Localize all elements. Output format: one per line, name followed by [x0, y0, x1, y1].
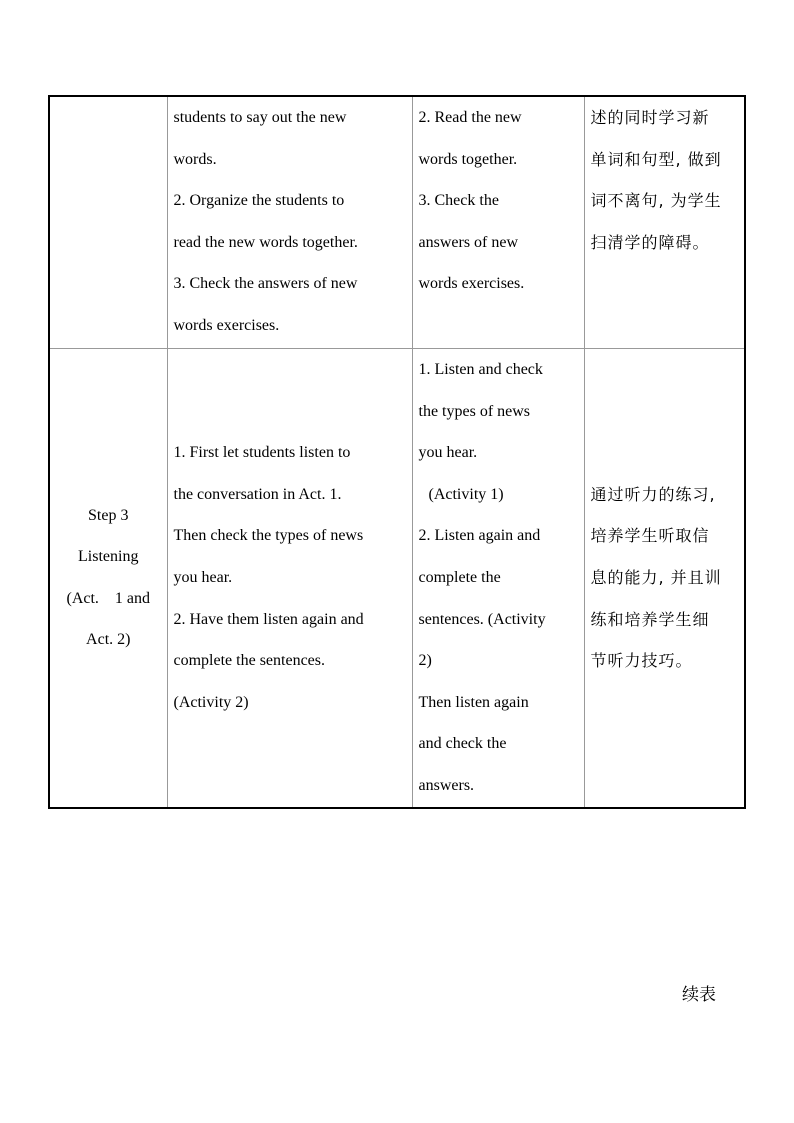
- student-activity-cell: [412, 349, 584, 808]
- continued-table-label: 续表: [682, 985, 716, 1005]
- student-activity-cell: [412, 96, 584, 349]
- text-line: 单词和句型, 做到: [590, 149, 722, 169]
- step-title: Step 3: [88, 506, 129, 524]
- teacher-activity-cell: [167, 96, 412, 349]
- text-line: you hear.: [418, 444, 478, 462]
- text-line: complete the sentences.: [173, 652, 325, 670]
- text-line: you hear.: [173, 568, 233, 586]
- table-row: [49, 349, 745, 808]
- text-line: 1. Listen and check: [418, 361, 543, 378]
- text-line: Then listen again: [418, 693, 529, 711]
- text-line: the types of news: [418, 402, 531, 420]
- text-line: 2. Read the new: [418, 109, 522, 126]
- text-line: 2. Listen again and: [418, 527, 541, 545]
- text-line: complete the: [418, 568, 501, 586]
- text-line: 2. Have them listen again and: [173, 610, 364, 628]
- text-line: 词不离句, 为学生: [590, 191, 722, 211]
- text-line: 培养学生听取信: [590, 526, 710, 546]
- text-line: sentences. (Activity: [418, 610, 546, 628]
- text-line: words.: [173, 150, 217, 168]
- step-detail: Act. 2): [86, 631, 131, 649]
- purpose-cell: [584, 96, 745, 349]
- text-line: and check the: [418, 735, 507, 753]
- step-cell: [49, 96, 167, 349]
- step-detail: (Act. 1 and: [66, 589, 151, 607]
- text-line: 通过听力的练习,: [590, 484, 716, 504]
- text-line: answers.: [418, 776, 475, 794]
- text-line: 1. First let students listen to: [173, 444, 351, 462]
- text-line: 述的同时学习新: [590, 108, 710, 127]
- text-line: 3. Check the answers of new: [173, 275, 358, 293]
- table-row: [49, 96, 745, 349]
- text-line: (Activity 1): [428, 485, 504, 503]
- purpose-cell: [584, 349, 745, 808]
- text-line: 练和培养学生细: [590, 609, 710, 629]
- text-line: words together.: [418, 150, 518, 168]
- text-line: 扫清学的障碍。: [590, 232, 710, 252]
- text-line: 2. Organize the students to: [173, 192, 345, 210]
- text-line: 3. Check the: [418, 192, 499, 210]
- text-line: answers of new: [418, 233, 519, 251]
- text-line: 2): [418, 652, 432, 670]
- text-line: (Activity 2): [173, 693, 249, 711]
- text-line: read the new words together.: [173, 233, 358, 251]
- text-line: Then check the types of news: [173, 527, 364, 545]
- step-subtitle: Listening: [78, 548, 139, 566]
- text-line: words exercises.: [173, 316, 280, 334]
- text-line: students to say out the new: [173, 109, 347, 126]
- teacher-activity-cell: [167, 349, 412, 808]
- text-line: 节听力技巧。: [590, 651, 693, 671]
- text-line: words exercises.: [418, 275, 525, 293]
- step-cell: [49, 349, 167, 808]
- lesson-plan-table: [48, 95, 746, 809]
- text-line: the conversation in Act. 1.: [173, 485, 342, 503]
- text-line: 息的能力, 并且训: [590, 567, 722, 587]
